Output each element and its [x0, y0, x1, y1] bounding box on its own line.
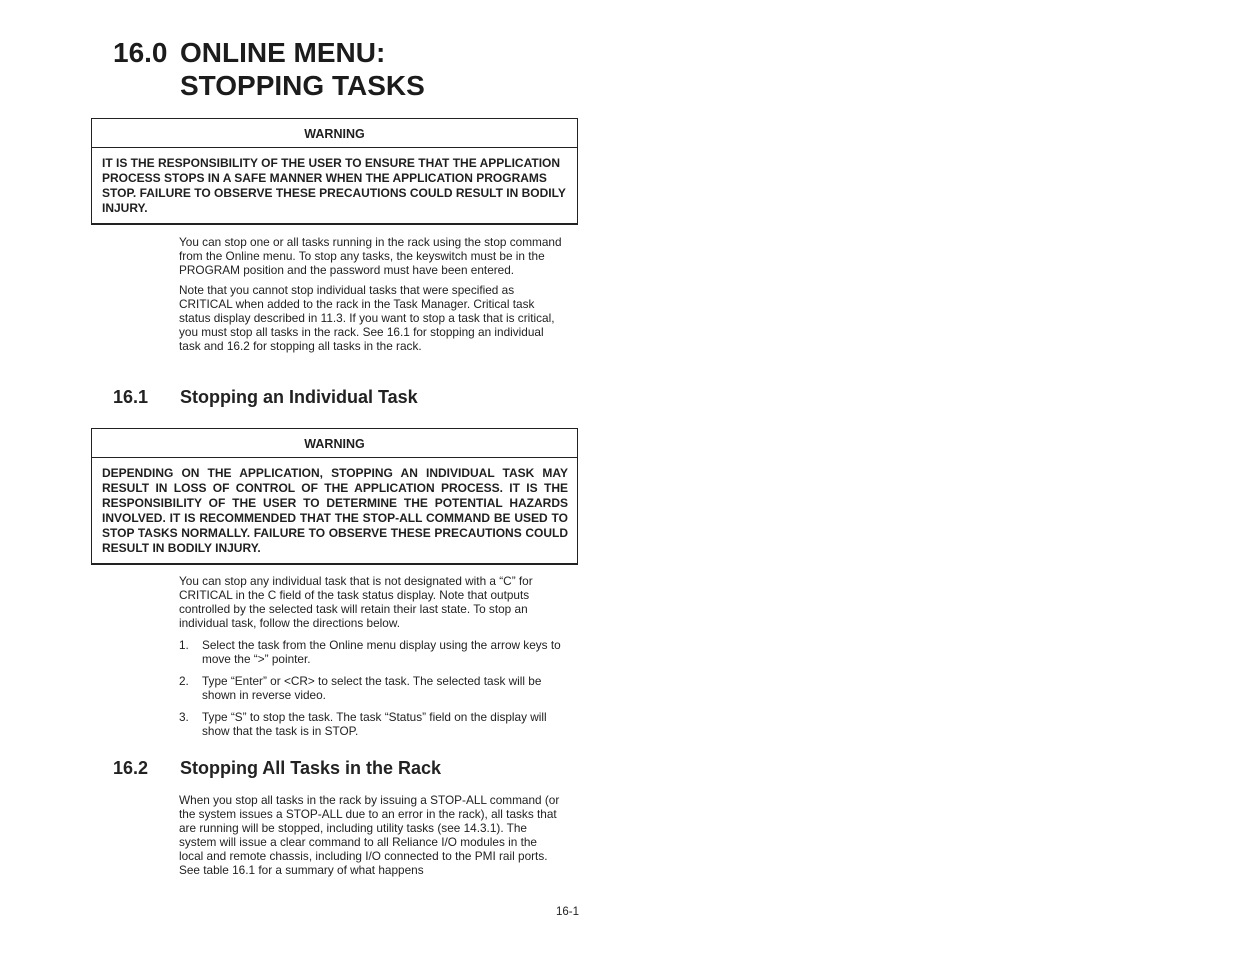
section-heading-16-2 [113, 758, 441, 779]
page-number: 16-1 [556, 906, 580, 918]
step-text: Type “S” to stop the task. The task “Status” field on the display will show that the task is in STOP. [202, 710, 547, 738]
section-16-2-paragraph: When you stop all tasks in the rack by issuing a STOP-ALL command (or the system issues a STOP-ALL due to an error in the rack), all tasks that are running will be stopped, including utility tasks (see 14.3.1). The system will issue a clear command to all Reliance I/O modules in the local and remote chassis, including I/O connected to the PMI rail ports. See table 16.1 for a summary of what happens [179, 793, 560, 877]
chapter-number: 16.0 [113, 37, 168, 68]
steps-list [179, 638, 563, 738]
section-heading-16-1 [113, 387, 418, 408]
warning-heading: WARNING [92, 429, 577, 458]
step-item [179, 710, 563, 738]
chapter-title-line2: STOPPING TASKS [180, 70, 425, 101]
warning-box-responsibility [91, 118, 578, 225]
step-number: 3. [179, 710, 189, 724]
intro-paragraph-1: You can stop one or all tasks running in the rack using the stop command from the Online menu. To stop any tasks, the keyswitch must be in the PROGRAM position and the password must have been entered. [179, 235, 562, 277]
step-item [179, 638, 563, 666]
step-text: Select the task from the Online menu display using the arrow keys to move the “>” pointer. [202, 638, 561, 666]
step-number: 2. [179, 674, 189, 688]
section-title: Stopping an Individual Task [180, 387, 418, 407]
step-item [179, 674, 563, 702]
section-16-1-paragraph: You can stop any individual task that is not designated with a “C” for CRITICAL in the C field of the task status display. Note that outputs controlled by the selected task will retain their last state. To stop an individual task, follow the directions below. [179, 574, 533, 630]
intro-paragraph-2: Note that you cannot stop individual tasks that were specified as CRITICAL when added to the rack in the Task Manager. Critical task status display described in 11.3. If you want to stop a task that is critical, you must stop all tasks in the rack. See 16.1 for stopping an individual task and 16.2 for stopping all tasks in the rack. [179, 283, 555, 353]
chapter-title [113, 36, 425, 102]
section-number: 16.2 [113, 758, 149, 778]
warning-heading: WARNING [92, 119, 577, 148]
section-16-1-body [179, 574, 563, 746]
warning-text: DEPENDING ON THE APPLICATION, STOPPING AN INDIVIDUAL TASK MAY RESULT IN LOSS OF CONTROL OF THE APPLICATION PROCESS. IT IS THE RESPONSIBILITY OF THE USER TO DETERMINE THE POTENTIAL HAZARDS INVOLVED. IT IS RECOMMENDED THAT THE STOP-ALL COMMAND BE USED TO STOP TASKS NORMALLY. FAILURE TO OBSERVE THESE PRECAUTIONS COULD RESULT IN BODILY INJURY. [102, 466, 568, 555]
step-number: 1. [179, 638, 189, 652]
warning-box-individual-task [91, 428, 578, 565]
warning-text: IT IS THE RESPONSIBILITY OF THE USER TO ENSURE THAT THE APPLICATION PROCESS STOPS IN A SAFE MANNER WHEN THE APPLICATION PROGRAMS STOP. FAILURE TO OBSERVE THESE PRECAUTIONS COULD RESULT IN BODILY INJURY. [102, 156, 566, 215]
section-title: Stopping All Tasks in the Rack [180, 758, 442, 778]
intro-section [179, 235, 563, 359]
step-text: Type “Enter” or <CR> to select the task. The selected task will be shown in reverse video. [202, 674, 542, 702]
chapter-title-line1: ONLINE MENU: [180, 37, 386, 68]
section-number: 16.1 [113, 387, 149, 407]
section-16-2-body [179, 793, 563, 883]
